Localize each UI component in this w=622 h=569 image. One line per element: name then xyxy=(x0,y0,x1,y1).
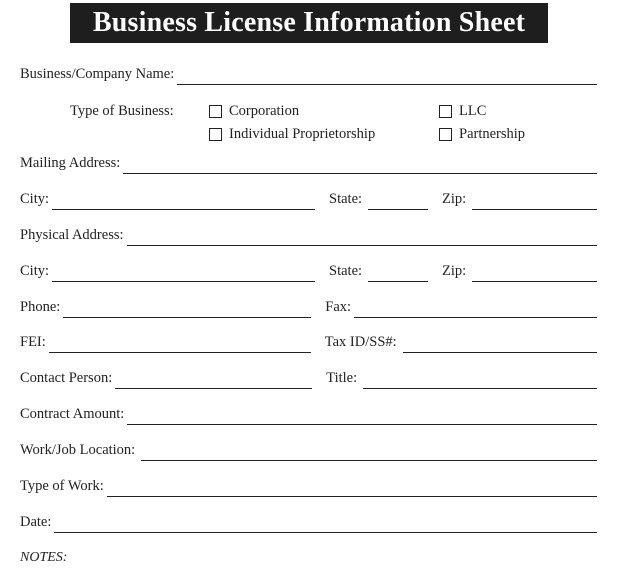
physical-city-field[interactable] xyxy=(52,263,315,282)
contact-person-label: Contact Person: xyxy=(20,370,113,386)
title-field[interactable] xyxy=(363,370,597,389)
mailing-address-row xyxy=(20,152,597,174)
physical-address-label: Physical Address: xyxy=(20,227,124,243)
zip-label: Zip: xyxy=(442,263,467,279)
company-name-row xyxy=(20,63,597,85)
type-of-work-label: Type of Work: xyxy=(20,478,104,494)
option-corporation[interactable] xyxy=(209,103,299,120)
contract-amount-label: Contract Amount: xyxy=(20,406,125,422)
fax-field[interactable] xyxy=(354,299,597,318)
fei-field[interactable] xyxy=(49,334,311,353)
corporation-checkbox[interactable] xyxy=(209,105,222,118)
city-label: City: xyxy=(20,191,50,207)
corporation-label: Corporation xyxy=(229,103,300,119)
date-row xyxy=(20,511,597,533)
date-field[interactable] xyxy=(54,514,597,533)
partnership-checkbox[interactable] xyxy=(439,128,452,141)
physical-city-row xyxy=(20,260,597,282)
llc-checkbox[interactable] xyxy=(439,105,452,118)
contact-title-row xyxy=(20,367,597,389)
option-partnership[interactable] xyxy=(439,126,525,143)
mailing-state-field[interactable] xyxy=(368,191,428,210)
work-location-row xyxy=(20,439,597,461)
date-label: Date: xyxy=(20,514,52,530)
mailing-address-label: Mailing Address: xyxy=(20,155,121,171)
work-location-field[interactable] xyxy=(141,442,597,461)
work-location-label: Work/Job Location: xyxy=(20,442,136,458)
city-label: City: xyxy=(20,263,50,279)
zip-label: Zip: xyxy=(442,191,467,207)
physical-address-field[interactable] xyxy=(127,227,597,246)
individual-label: Individual Proprietorship xyxy=(229,126,376,142)
type-of-work-field[interactable] xyxy=(107,478,597,497)
mailing-address-field[interactable] xyxy=(123,155,597,174)
llc-label: LLC xyxy=(459,103,487,119)
phone-label: Phone: xyxy=(20,299,61,315)
type-of-business-label-wrap xyxy=(70,103,174,120)
company-name-label: Business/Company Name: xyxy=(20,66,175,82)
option-individual[interactable] xyxy=(209,126,375,143)
contract-amount-field[interactable] xyxy=(127,406,597,425)
type-of-work-row xyxy=(20,475,597,497)
phone-fax-row xyxy=(20,296,597,318)
state-label: State: xyxy=(329,263,363,279)
type-of-business-label: Type of Business: xyxy=(70,103,174,119)
option-llc[interactable] xyxy=(439,103,486,120)
page-title: Business License Information Sheet xyxy=(70,3,548,43)
fei-taxid-row xyxy=(20,331,597,353)
physical-address-row xyxy=(20,224,597,246)
fax-label: Fax: xyxy=(325,299,352,315)
tax-id-label: Tax ID/SS#: xyxy=(324,334,397,350)
company-name-field[interactable] xyxy=(177,66,597,85)
title-label: Title: xyxy=(326,370,358,386)
individual-checkbox[interactable] xyxy=(209,128,222,141)
mailing-city-field[interactable] xyxy=(52,191,315,210)
phone-field[interactable] xyxy=(63,299,311,318)
mailing-zip-field[interactable] xyxy=(472,191,597,210)
fei-label: FEI: xyxy=(20,334,46,350)
notes-label: NOTES: xyxy=(20,550,68,565)
state-label: State: xyxy=(329,191,363,207)
tax-id-field[interactable] xyxy=(403,334,597,353)
mailing-city-row xyxy=(20,188,597,210)
physical-zip-field[interactable] xyxy=(472,263,597,282)
partnership-label: Partnership xyxy=(459,126,526,142)
contact-person-field[interactable] xyxy=(115,370,312,389)
physical-state-field[interactable] xyxy=(368,263,428,282)
contract-amount-row xyxy=(20,403,597,425)
